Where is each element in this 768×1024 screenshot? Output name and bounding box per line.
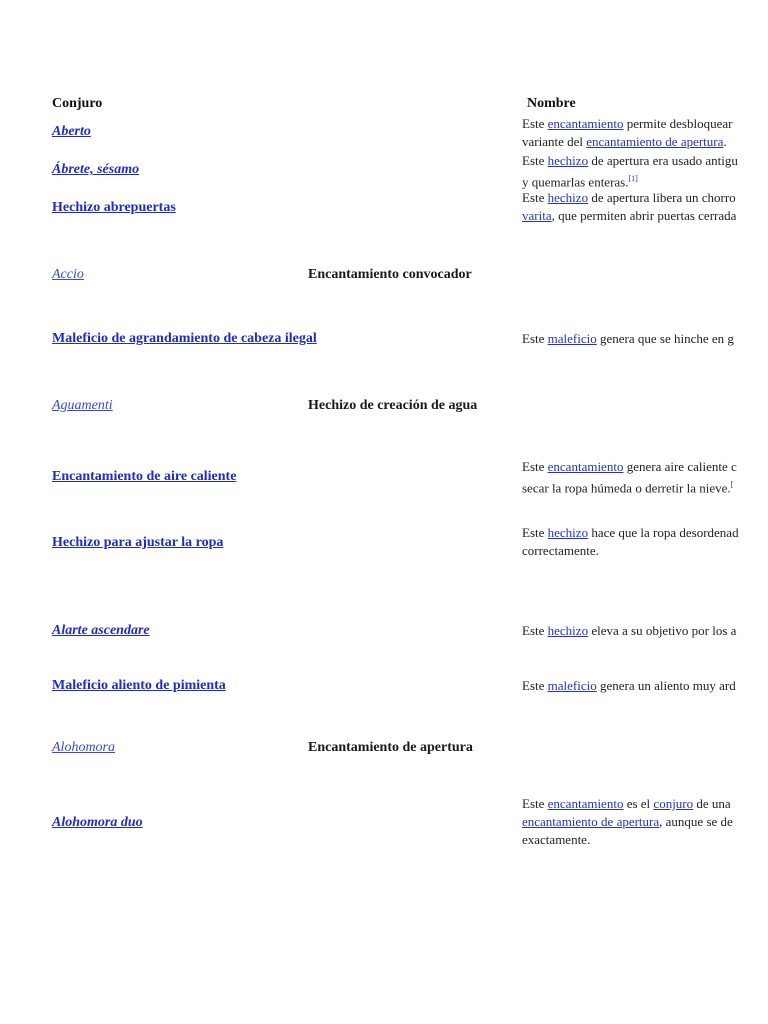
spell-link-aguamenti[interactable]: Aguamenti [52,398,113,413]
description-abrete-sesamo: Este hechizo de apertura era usado antigu y quemarlas enteras.[1] [522,153,738,190]
link-maleficio[interactable]: maleficio [547,331,597,346]
reference-link[interactable]: [ [730,480,734,489]
description-aire-caliente: Este encantamiento genera aire caliente c secar la ropa húmeda o derretir la nieve.[ [522,459,737,496]
spell-link-ajustar-ropa[interactable]: Hechizo para ajustar la ropa [52,535,224,550]
link-hechizo[interactable]: hechizo [547,153,589,168]
spell-name-accio: Encantamiento convocador [308,267,472,282]
spell-name-aguamenti: Hechizo de creación de agua [308,398,478,413]
description-agrandamiento-cabeza: Este maleficio genera que se hinche en g [522,331,734,346]
description-alohomora-duo: Este encantamiento es el conjuro de una encantamiento de apertura, aunque se de exactamente. [522,796,733,847]
description-aliento-pimienta: Este maleficio genera un aliento muy ard [522,678,736,693]
spell-link-aberto[interactable]: Aberto [52,124,91,139]
spell-link-alarte-ascendare[interactable]: Alarte ascendare [52,623,150,638]
link-varita[interactable]: varita [522,208,552,223]
description-ajustar-ropa: Este hechizo hace que la ropa desordenad correctamente. [522,525,739,558]
link-encantamiento-de-apertura[interactable]: encantamiento de apertura [522,814,660,829]
header-conjuro: Conjuro [52,96,103,111]
spell-link-aliento-pimienta[interactable]: Maleficio aliento de pimienta [52,678,226,693]
description-abrepuertas: Este hechizo de apertura libera un chorro varita, que permiten abrir puertas cerrada [522,190,737,223]
spell-link-abrete-sesamo[interactable]: Ábrete, sésamo [52,162,140,177]
spell-name-alohomora: Encantamiento de apertura [308,740,473,755]
link-hechizo[interactable]: hechizo [547,623,589,638]
spell-link-alohomora-duo[interactable]: Alohomora duo [52,815,143,830]
header-nombre: Nombre [527,96,576,111]
link-encantamiento-de-apertura[interactable]: encantamiento de apertura [586,134,724,149]
link-encantamiento[interactable]: encantamiento [547,459,624,474]
link-hechizo[interactable]: hechizo [547,525,589,540]
spell-link-alohomora[interactable]: Alohomora [52,740,115,755]
link-encantamiento[interactable]: encantamiento [547,796,624,811]
description-aberto: Este encantamiento permite desbloquear variante del encantamiento de apertura. [522,116,733,149]
link-hechizo[interactable]: hechizo [547,190,589,205]
link-encantamiento[interactable]: encantamiento [547,116,624,131]
spell-link-aire-caliente[interactable]: Encantamiento de aire caliente [52,469,237,484]
spell-link-hechizo-abrepuertas[interactable]: Hechizo abrepuertas [52,200,176,215]
reference-link[interactable]: [1] [628,174,638,183]
link-maleficio[interactable]: maleficio [547,678,597,693]
spell-link-accio[interactable]: Accio [52,267,84,282]
spell-link-agrandamiento-cabeza[interactable]: Maleficio de agrandamiento de cabeza ilegal [52,331,317,346]
description-alarte-ascendare: Este hechizo eleva a su objetivo por los a [522,623,737,638]
link-conjuro[interactable]: conjuro [653,796,694,811]
